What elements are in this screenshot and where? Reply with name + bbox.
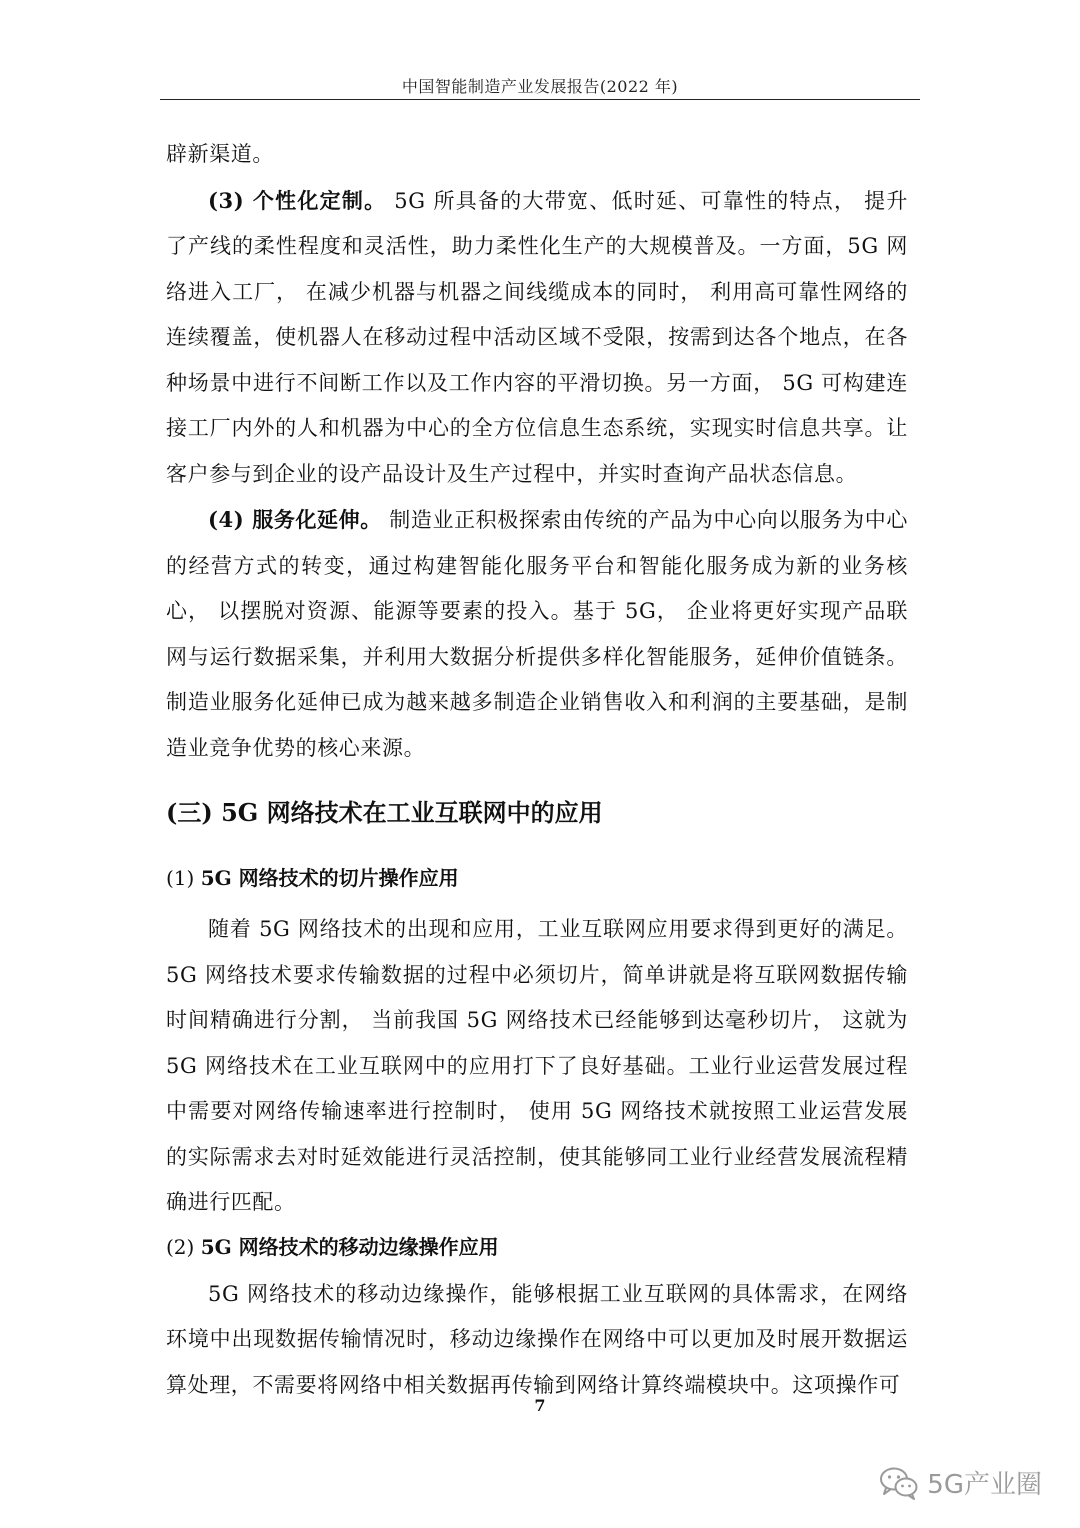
subsection-number: (2) xyxy=(166,1234,195,1259)
header-divider xyxy=(160,99,920,100)
watermark xyxy=(879,1464,1042,1501)
subsection-title: 5G 网络技术的移动边缘操作应用 xyxy=(200,1234,499,1259)
paragraph-label: (4) 服务化延伸。 xyxy=(208,507,382,532)
paragraph-edge: 5G 网络技术的移动边缘操作，能够根据工业互联网的具体需求，在网络环境中出现数据传输情况时，移动边缘操作在网络中可以更加及时展开数据运算处理，不需要将网络中相关数据再传输到网络计算终端模块中。这项操作可 xyxy=(166,1281,908,1397)
wechat-icon xyxy=(879,1466,919,1500)
paragraph-text: 制造业正积极探索由传统的产品为中心向以服务为中心的经营方式的转变，通过构建智能化服务平台和智能化服务成为新的业务核心， 以摆脱对资源、能源等要素的投入。基于 5G， 企业将更好实现产品联网与运行数据采集，并利用大数据分析提供多样化智能服务，延伸价值链条。制造业服务化延伸已成为越来越多制造企业销售收入和利润的主要基础，是制造业竞争优势的核心来源。 xyxy=(166,508,908,760)
subsection-number: (1) xyxy=(166,866,195,890)
watermark-text: 5G产业圈 xyxy=(927,1470,1042,1500)
paragraph-customization xyxy=(166,178,908,498)
subsection-heading-edge xyxy=(166,1230,908,1264)
paragraph-continuation: 辟新渠道。 xyxy=(166,142,274,166)
paragraph-service-extension xyxy=(166,497,908,771)
page-number: 7 xyxy=(534,1396,546,1415)
running-header: 中国智能制造产业发展报告(2022 年) xyxy=(401,77,679,96)
subsection-heading-slicing xyxy=(166,861,908,895)
subsection-title: 5G 网络技术的切片操作应用 xyxy=(200,866,459,890)
page-content xyxy=(166,132,908,1408)
paragraph-slicing: 随着 5G 网络技术的出现和应用，工业互联网应用要求得到更好的满足。5G 网络技术要求传输数据的过程中必须切片，简单讲就是将互联网数据传输时间精确进行分割， 当前我国 5G 网络技术已经能够到达毫秒切片， 这就为 5G 网络技术在工业互联网中的应用打下了良好基础。工业行业运营发展过程中需要对网络传输速率进行控制时， 使用 5G 网络技术就按照工业运营发展的实际需求去对时延效能进行灵活控制，使其能够同工业行业经营发展流程精确进行匹配。 xyxy=(166,917,908,1214)
section-heading: (三) 5G 网络技术在工业互联网中的应用 xyxy=(166,798,603,827)
paragraph-text: 5G 所具备的大带宽、低时延、可靠性的特点， 提升了产线的柔性程度和灵活性，助力柔性化生产的大规模普及。一方面，5G 网络进入工厂， 在减少机器与机器之间线缆成本的同时， 利用高可靠性网络的连续覆盖，使机器人在移动过程中活动区域不受限，按需到达各个地点，在各种场景中进行不间断工作以及工作内容的平滑切换。另一方面， 5G 可构建连接工厂内外的人和机器为中心的全方位信息生态系统，实现实时信息共享。让客户参与到企业的设产品设计及生产过程中，并实时查询产品状态信息。 xyxy=(166,188,908,486)
paragraph-label: (3) 个性化定制。 xyxy=(208,187,387,213)
